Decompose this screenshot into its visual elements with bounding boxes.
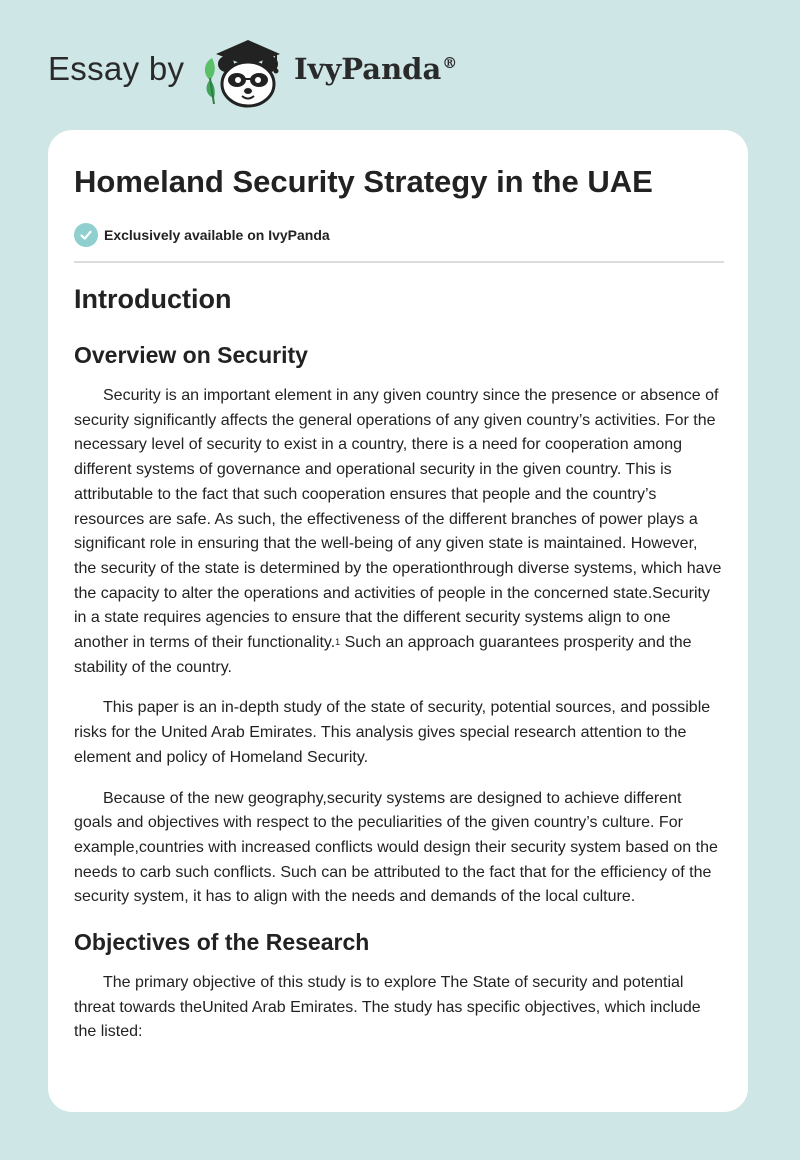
paragraph: Security is an important element in any given country since the presence or absence of security significantly affects the general operations of any given country’s activities. For the necessary level of security to exist in a country, there is a need for cooperation among different systems of governance and operational security in the given country. This is attributable to the fact that such cooperation ensures that people and the country’s resources are safe. As such, the effectiveness of the different branches of power plays a significant role in ensuring that the well-being of any given state is maintained. However, the security of the state is determined by the operationthrough diverse systems, which have the capacity to alter the operations and activities of people in the concerned state.Security in a state requires agencies to ensure that the different security systems align to one another in terms of their functionality.$^1$ Such an approach guarantees prosperity and the stability of the country. <box>74 387 722 676</box>
exclusive-badge <box>74 222 330 248</box>
essay-card <box>48 130 748 1112</box>
brand-name[interactable]: IvyPanda® <box>294 52 458 86</box>
footnote-link[interactable]: 1 <box>335 637 341 648</box>
page-title: Homeland Security Strategy in the UAE <box>74 164 653 199</box>
checkmark-icon <box>74 223 98 247</box>
paragraph: This paper is an in-depth study of the state of security, potential sources, and possible risks for the United Arab Emirates. This analysis gives special research attention to the element and policy of Homeland Security. <box>74 699 711 766</box>
paragraph: Because of the new geography,security systems are designed to achieve different goals and objectives with respect to the peculiarities of the given country’s culture. For example,countries with increased conflicts would design their security system based on the needs to carb such conflicts. Such can be attributed to the fact that for the efficiency of the security system, it has to align with the needs and demands of the local culture. <box>74 789 718 906</box>
article-body <box>74 280 724 1045</box>
site-header <box>0 0 800 130</box>
panda-logo-icon[interactable] <box>196 34 292 110</box>
subsection-heading-overview: Overview on Security <box>74 342 308 368</box>
brand-prefix: Essay by <box>48 50 185 87</box>
paragraph: The primary objective of this study is to explore The State of security and potential threat towards theUnited Arab Emirates. The study has specific objectives, which include the listed: <box>74 974 701 1041</box>
section-heading-introduction: Introduction <box>74 284 232 314</box>
divider <box>74 261 724 263</box>
badge-label: Exclusively available on IvyPanda <box>104 227 330 243</box>
subsection-heading-objectives: Objectives of the Research <box>74 929 370 956</box>
